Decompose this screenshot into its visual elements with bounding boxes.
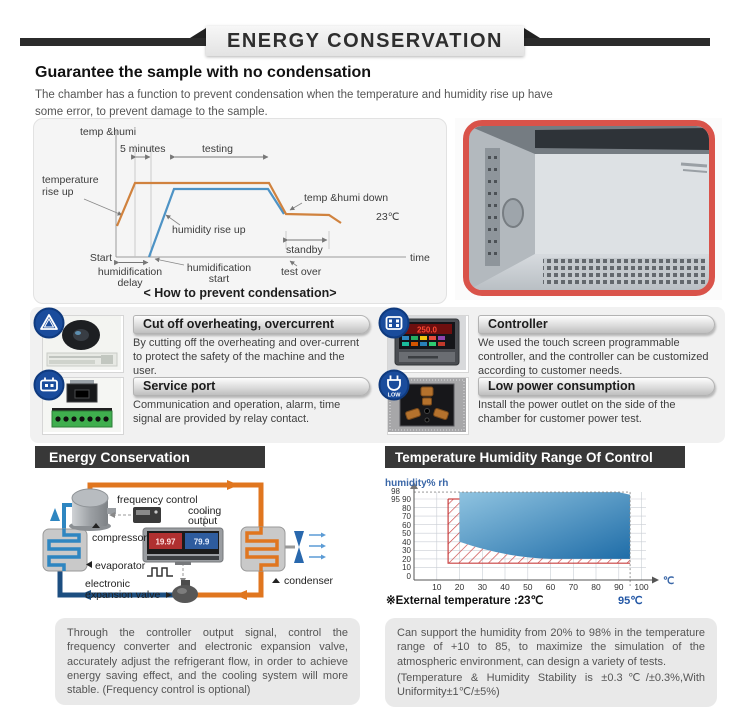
freq-control-label: frequency control (117, 494, 198, 506)
banner-bar-left (20, 38, 212, 46)
temp95-annotation: 95℃ (618, 595, 643, 607)
condensation-chart (34, 119, 446, 303)
controller-temp-value: 19.97 (155, 537, 176, 547)
range-section-header: Temperature Humidity Range Of Control (385, 446, 685, 468)
svg-text:0: 0 (406, 572, 411, 581)
page-banner (20, 26, 710, 58)
flow-arrow-right (227, 480, 239, 490)
svg-text:20: 20 (454, 582, 465, 592)
feature-title: Controller (478, 315, 715, 334)
banner-fold-right (524, 28, 540, 38)
cond-standby-label: standby (286, 244, 323, 256)
cond-humdelay-label-1: humidification (97, 266, 163, 278)
feature-body: Communication and operation, alarm, time signal are provided by relay contact. (133, 399, 341, 425)
svg-text:40: 40 (402, 538, 411, 547)
svg-text:30: 30 (402, 546, 411, 555)
range-ylabel: humidity% rh (385, 478, 449, 489)
condensation-diagram-panel (33, 118, 447, 304)
energy-section-header: Energy Conservation (35, 446, 265, 468)
feature-body: We used the touch screen programmable controller, and the controller can be customized according to customer needs. (478, 337, 709, 377)
cond-23c-label: 23℃ (376, 211, 400, 223)
svg-text:60: 60 (545, 582, 556, 592)
svg-text:95: 95 (391, 495, 400, 504)
condenser-fan (285, 531, 326, 563)
feature-controller (387, 315, 715, 379)
svg-text:80: 80 (591, 582, 601, 592)
cond-caption: < How to prevent condensation> (143, 286, 337, 300)
feature-title: Low power consumption (478, 377, 715, 396)
cond-down-label: temp &humi down (304, 192, 389, 204)
refrigeration-cycle-diagram (35, 475, 360, 607)
cooling-output-label-2: output (188, 515, 218, 527)
eev-label-2: expansion valve (85, 589, 161, 601)
svg-text:20: 20 (402, 555, 411, 564)
x-axis-arrow (652, 577, 659, 584)
cond-testing-label: testing (202, 143, 233, 155)
cond-start-label: Start (89, 252, 112, 264)
flow-arrow-up (50, 508, 60, 521)
chamber-port-hole (503, 199, 523, 227)
controller-photo (387, 315, 469, 373)
compressor-label: compressor (92, 532, 147, 544)
feature-overcurrent (42, 315, 370, 379)
banner-bar-right (518, 38, 710, 46)
humidity-range-chart (380, 473, 725, 608)
range-x-unit: ℃ (663, 576, 675, 587)
svg-text:100: 100 (634, 582, 649, 592)
warning-triangle-icon (33, 307, 65, 339)
cond-5min-label: 5 minutes (120, 143, 166, 155)
cond-testover-label: test over (281, 266, 322, 278)
eev-label-1: electronic (85, 578, 130, 590)
controller-humi-value: 79.9 (193, 537, 210, 547)
humidity-curve (149, 189, 284, 257)
intro-heading: Guarantee the sample with no condensation (35, 64, 372, 81)
service-port-photo (42, 377, 124, 435)
flow-arrow-left-orange (235, 590, 247, 600)
condenser-label: condenser (284, 575, 334, 587)
cycle-controller-display (143, 528, 223, 565)
condenser-coil (241, 527, 285, 571)
feature-body: By cutting off the overheating and over-current to protect the safety of the machine and the user. (133, 337, 360, 377)
badge-low-text: LOW (387, 392, 401, 399)
cond-ylabel: temp &humi (80, 126, 137, 138)
energy-note (55, 618, 360, 705)
cooling-output-label-1: cooling (188, 505, 222, 517)
cond-humidity-rise-label: humidity rise up (172, 224, 246, 236)
service-port-icon (33, 369, 65, 401)
features-panel (30, 307, 725, 443)
evaporator-label: evaporator (95, 560, 146, 572)
cond-xlabel: time (410, 252, 430, 264)
controller-display-value: 250.0 (416, 325, 438, 335)
frequency-converter-device (133, 507, 161, 523)
controller-icon (378, 307, 410, 339)
power-outlet-photo (387, 377, 469, 435)
feature-low-power (387, 377, 715, 435)
svg-text:40: 40 (500, 582, 510, 592)
external-temp-note: ※External temperature :23℃ (386, 595, 544, 607)
svg-text:98: 98 (391, 487, 400, 496)
feature-service-port (42, 377, 370, 435)
chamber-photo-art (455, 118, 722, 300)
intro-section (35, 64, 675, 120)
chamber-interior-photo (455, 118, 722, 300)
control-region (460, 492, 631, 559)
svg-text:70: 70 (568, 582, 579, 592)
low-power-plug-icon (378, 369, 410, 401)
range-note (385, 618, 717, 707)
perforated-floor (543, 258, 705, 284)
svg-text:80: 80 (402, 504, 411, 513)
fan-breaker-photo (42, 315, 124, 373)
cond-temp-rise-label-1: temperature (42, 174, 99, 186)
compressor-body (69, 489, 116, 531)
cond-humstart-label-1: humidification (186, 262, 252, 274)
svg-text:10: 10 (402, 563, 411, 572)
svg-text:50: 50 (523, 582, 533, 592)
page-title: ENERGY CONSERVATION (206, 26, 524, 56)
cond-temp-rise-label-2: rise up (42, 186, 74, 198)
svg-text:50: 50 (402, 529, 411, 538)
feature-title: Service port (133, 377, 370, 396)
chamber-cavity (469, 126, 709, 296)
cond-humstart-label-2: start (208, 273, 230, 285)
feature-body: Install the power outlet on the side of the chamber for customer power test. (478, 399, 676, 425)
intro-body: The chamber has a function to prevent condensation when the temperature and humidity rise up have some error, to prevent damage to the sample. (35, 89, 553, 118)
range-note-text-2: (Temperature & Humidity Stability is ±0.3℃/±0.3%,With Uniformity±1℃/±5%) (397, 671, 705, 699)
svg-text:90: 90 (402, 495, 411, 504)
energy-note-text: Through the controller output signal, control the frequency converter and electronic expansion valve, accurately adjust the refrigerant flow, in order to achieve energy saving effect, and the cooling system will more stable. (Frequency control is optional) (67, 627, 348, 697)
feature-title: Cut off overheating, overcurrent (133, 315, 370, 334)
svg-text:10: 10 (432, 582, 442, 592)
cond-humdelay-label-2: delay (117, 277, 143, 289)
pwm-square-wave (147, 568, 173, 576)
x-tick-labels (432, 582, 649, 592)
range-note-text-1: Can support the humidity from 20% to 98% in the temperature range of +10 to 85, to maximize the simulation of the atmospheric environment, can design a variety of tests. (397, 627, 705, 668)
y-tick-labels (391, 487, 411, 581)
svg-text:70: 70 (402, 512, 411, 521)
evaporator-coil (43, 529, 87, 571)
svg-text:30: 30 (477, 582, 488, 592)
svg-text:90: 90 (614, 582, 624, 592)
svg-text:60: 60 (402, 521, 411, 530)
expansion-valve (172, 580, 198, 603)
banner-fold-left (190, 28, 206, 38)
